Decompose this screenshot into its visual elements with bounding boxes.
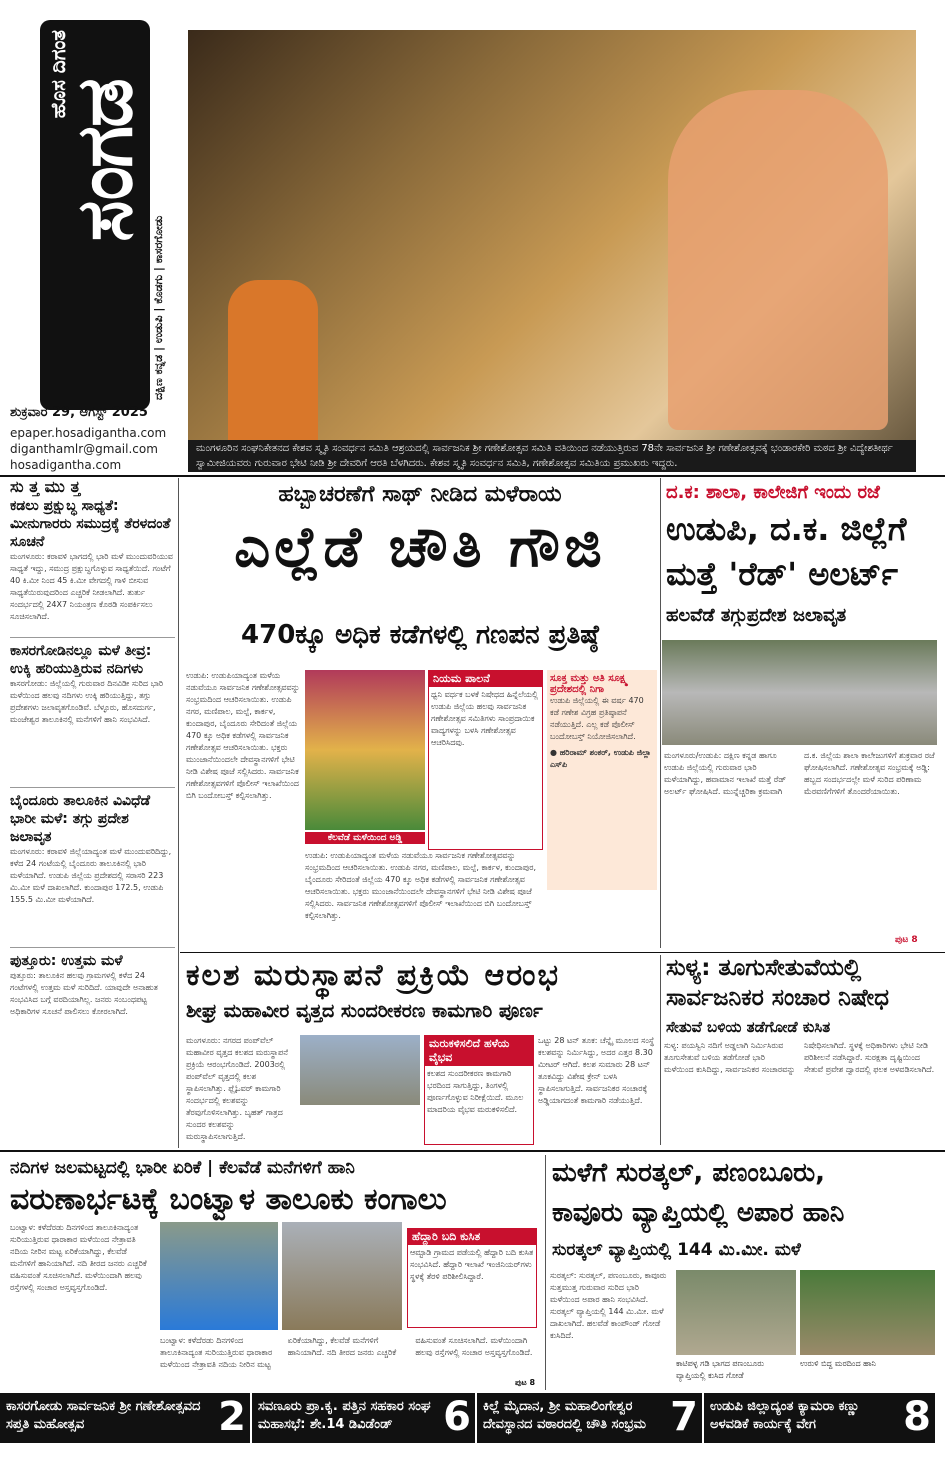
kalasha-headline: ಕಲಶ ಮರುಸ್ಥಾಪನೆ ಪ್ರಕ್ರಿಯೆ ಆರಂಭ xyxy=(186,958,560,993)
lead-kicker: ಹಬ್ಬಾಚರಣೆಗೆ ಸಾಥ್ ನೀಡಿದ ಮಳೆರಾಯ xyxy=(278,482,562,507)
police-box xyxy=(547,670,657,890)
kalasha-side: ಒಟ್ಟು 28 ಟನ್ ತೂಕ: ಚೆನ್ನೈ ಮೂಲದ ಸಂಸ್ಥೆ ಕಲಶವನ್ನು ನಿರ್ಮಿಸಿದ್ದು, ಅದರ ಎತ್ತರ 8.30 ಮೀಟರ್ ಆಗಿದೆ. ಕಲಶ ಸುಮಾರು 28 ಟನ್ ತೂಕವಿದ್ದು ವಿಶೇಷ ಕ್ರೇನ್ ಬಳಸಿ ಸ್ಥಾಪಿಸಲಾಗುತ್ತಿದೆ. ಸಾರ್ವಜನಿಕರ ಸಂಚಾರಕ್ಕೆ ಅಡ್ಡಿಯಾಗದಂತೆ ಕಾಮಗಾರಿ ನಡೆಯುತ್ತಿದೆ. xyxy=(538,1036,655,1105)
column-rule xyxy=(178,478,179,1148)
bantwal-body-continued: ಬಂಟ್ವಾಳ: ಕಳೆದೆರಡು ದಿನಗಳಿಂದ ತಾಲೂಕಿನಾದ್ಯಂತ ಸುರಿಯುತ್ತಿರುವ ಧಾರಾಕಾರ ಮಳೆಯಿಂದ ನೇತ್ರಾವತಿ ನದಿಯ ನೀರಿನ ಮಟ್ಟ ಏರಿಕೆಯಾಗಿದ್ದು, ಕೆಲವೆಡೆ ಮನೆಗಳಿಗೆ ಹಾನಿಯಾಗಿದೆ. ನದಿ ತೀರದ ಜನರು ಎಚ್ಚರಿಕೆ ವಹಿಸುವಂತೆ ಸೂಚಿಸಲಾಗಿದೆ. ಮಳೆಯಿಂದಾಗಿ ಹಲವು ರಸ್ತೆಗಳಲ್ಲಿ ಸಂಚಾರ ಅಸ್ತವ್ಯಸ್ತಗೊಂಡಿದೆ. xyxy=(160,1336,533,1369)
brief-item xyxy=(10,637,175,787)
brief-title: ಬೈಂದೂರು ತಾಲೂಕಿನ ವಿವಿಧೆಡೆ ಭಾರೀ ಮಳೆ: ತಗ್ಗು ಪ್ರದೇಶ ಜಲಾವೃತ xyxy=(10,793,151,845)
brief-body: ಪುತ್ತೂರು: ತಾಲೂಕಿನ ಹಲವು ಗ್ರಾಮಗಳಲ್ಲಿ ಕಳೆದ 24 ಗಂಟೆಗಳಲ್ಲಿ ಉತ್ತಮ ಮಳೆ ಸುರಿದಿದೆ. ಯಾವುದೇ ಅನಾಹುತ ಸಂಭವಿಸಿದ ಬಗ್ಗೆ ವರದಿಯಾಗಿಲ್ಲ. ಜನರು ಸಂಬಂಧಪಟ್ಟ ಅಧಿಕಾರಿಗಳ ಸೂಚನೆ ಪಾಲಿಸಲು ಕೋರಲಾಗಿದೆ. xyxy=(10,971,158,1016)
lead-body: ಉಡುಪಿ: ಉಡುಪಿಯಾದ್ಯಂತ ಮಳೆಯ ನಡುವೆಯೂ ಸಾರ್ವಜನಿಕ ಗಣೇಶೋತ್ಸವವನ್ನು ಸಂಭ್ರಮದಿಂದ ಆಚರಿಸಲಾಯಿತು. ಉಡುಪಿ ನಗರ, ಮಣಿಪಾಲ, ಮಲ್ಪೆ, ಕಾರ್ಕಳ, ಕುಂದಾಪುರ, ಬೈಂದೂರು ಸೇರಿದಂತೆ ಜಿಲ್ಲೆಯ 470 ಕ್ಕೂ ಅಧಿಕ ಕಡೆಗಳಲ್ಲಿ ಸಾರ್ವಜನಿಕ ಗಣೇಶೋತ್ಸವ ಆಚರಿಸಲಾಯಿತು. ಭಕ್ತರು ಮುಂಜಾನೆಯಿಂದಲೇ ದೇವಸ್ಥಾನಗಳಿಗೆ ಭೇಟಿ ನೀಡಿ ವಿಶೇಷ ಪೂಜೆ ಸಲ್ಲಿಸಿದರು. ಸಾರ್ವಜನಿಕ ಗಣೇಶೋತ್ಸವಗಳಿಗೆ ಪೊಲೀಸ್ ಇಲಾಖೆಯಿಂದ ಬಿಗಿ ಬಂದೋಬಸ್ತ್ ಕಲ್ಪಿಸಲಾಗಿತ್ತು. xyxy=(186,671,300,800)
footer-teaser[interactable] xyxy=(252,1393,475,1443)
brief-body: ಮಂಗಳೂರು: ಕರಾವಳಿ ಭಾಗದಲ್ಲಿ ಭಾರಿ ಮಳೆ ಮುಂದುವರಿಯುವ ಸಾಧ್ಯತೆ ಇದ್ದು, ಸಮುದ್ರ ಪ್ರಕ್ಷುಬ್ಧಗೊಳ್ಳುವ ಸಾಧ್ಯತೆಯಿದೆ. ಗಂಟೆಗೆ 40 ಕಿ.ಮೀ ನಿಂದ 45 ಕಿ.ಮೀ ವೇಗದಲ್ಲಿ ಗಾಳಿ ಬೀಸುವ ಸಾಧ್ಯತೆಯಿರುವುದರಿಂದ ಎಚ್ಚರಿಕೆ ನೀಡಲಾಗಿದೆ. ತುರ್ತು ಸಂದರ್ಭದಲ್ಲಿ 24X7 ನಿಯಂತ್ರಣ ಕೊಠಡಿ ಸಂಪರ್ಕಿಸಲು ಸೂಚಿಸಲಾಗಿದೆ. xyxy=(10,552,173,621)
alert-photo xyxy=(662,640,937,745)
rules-box-body: ಧ್ವನಿ ವರ್ಧಕ ಬಳಕೆ ನಿಷೇಧದ ಹಿನ್ನೆಲೆಯಲ್ಲಿ ಉಡುಪಿ ಜಿಲ್ಲೆಯ ಹಲವು ಸಾರ್ವಜನಿಕ ಗಣೇಶೋತ್ಸವ ಸಮಿತಿಗಳು ಸಾಂಪ್ರದಾಯಿಕ ವಾದ್ಯಗಳನ್ನು ಬಳಸಿ ಗಣೇಶೋತ್ಸವ ಆಚರಿಸಿದವು. xyxy=(431,690,539,747)
brief-body: ಕಾಸರಗೋಡು: ಜಿಲ್ಲೆಯಲ್ಲಿ ಗುರುವಾರ ದಿನವಿಡೀ ಸುರಿದ ಭಾರಿ ಮಳೆಯಿಂದ ಹಲವು ನದಿಗಳು ಉಕ್ಕಿ ಹರಿಯುತ್ತಿದ್ದು, ತಗ್ಗು ಪ್ರದೇಶಗಳು ಜಲಾವೃತಗೊಂಡಿವೆ. ಬೆಳ್ಳೂರು, ಹೊಸದುರ್ಗ, ಮಂಜೇಶ್ವರ ತಾಲೂಕಿನಲ್ಲಿ ಮನೆಗಳಿಗೆ ಹಾನಿ ಸಂಭವಿಸಿದೆ. xyxy=(10,679,164,724)
column-rule xyxy=(545,1155,546,1390)
teaser-page: 6 xyxy=(443,1394,471,1440)
sullia-body: ಸುಳ್ಯ: ಪಯಸ್ವಿನಿ ನದಿಗೆ ಅಡ್ಡಲಾಗಿ ನಿರ್ಮಿಸಿರುವ ತೂಗುಸೇತುವೆ ಬಳಿಯ ತಡೆಗೋಡೆ ಭಾರಿ ಮಳೆಯಿಂದ ಕುಸಿದಿದ್ದು, ಸಾರ್ವಜನಿಕರ ಸಂಚಾರವನ್ನು ನಿಷೇಧಿಸಲಾಗಿದೆ. ಸ್ಥಳಕ್ಕೆ ಅಧಿಕಾರಿಗಳು ಭೇಟಿ ನೀಡಿ ಪರಿಶೀಲನೆ ನಡೆಸಿದ್ದಾರೆ. ಸುರಕ್ಷತಾ ದೃಷ್ಟಿಯಿಂದ ಸೇತುವೆ ಪ್ರವೇಶ ದ್ವಾರದಲ್ಲಿ ಫಲಕ ಅಳವಡಿಸಲಾಗಿದೆ. xyxy=(664,1041,935,1074)
left-column xyxy=(10,477,175,1057)
column-rule xyxy=(660,955,661,1145)
footer-teaser[interactable] xyxy=(477,1393,702,1443)
brief-item xyxy=(10,497,175,637)
sullia-headline-2: ಸಾರ್ವಜನಿಕರ ಸಂಚಾರ ನಿಷೇಧ xyxy=(666,985,890,1011)
surathkal-caption-1: ಕಾಟಿಪಳ್ಳ ಗಡಿ ಭಾಗದ ಪಣಂಬೂರು ವ್ಯಾಪ್ತಿಯಲ್ಲಿ ಕುಸಿದ ಗೋಡೆ xyxy=(676,1359,765,1380)
footer-teaser[interactable] xyxy=(704,1393,935,1443)
masthead-tagline: ದಕ್ಷಿಣ ಕನ್ನಡ | ಉಡುಪಿ | ಕೊಡಗು | ಕಾಸರಗೋಡು xyxy=(152,215,165,400)
contact-links xyxy=(10,425,166,473)
teaser-text: ಉಡುಪಿ ಜಿಲ್ಲಾದ್ಯಂತ ಕ್ಯಾಮರಾ ಕಣ್ಣು ಅಳವಡಿಕೆ ಕಾರ್ಯಕ್ಕೆ ವೇಗ xyxy=(710,1399,860,1432)
surathkal-caption-2: ಉರುಳಿ ಬಿದ್ದ ಮರದಿಂದ ಹಾನಿ xyxy=(800,1359,876,1368)
police-box-sign: ● ಹರಿರಾಮ್ ಶಂಕರ್, ಉಡುಪಿ ಜಿಲ್ಲಾ ಎಸ್‌ಪಿ xyxy=(550,748,652,769)
photo-idol xyxy=(668,90,888,430)
lead-subhead: 470ಕ್ಕೂ ಅಧಿಕ ಕಡೆಗಳಲ್ಲಿ ಗಣಪನ ಪ್ರತಿಷ್ಠೆ xyxy=(241,620,599,650)
teaser-text: ಸವಣೂರು ಪ್ರಾ.ಕೃ. ಪತ್ತಿನ ಸಹಕಾರ ಸಂಘ ಮಹಾಸಭೆ: ಶೇ.14 ಡಿವಿಡೆಂಡ್ xyxy=(258,1399,431,1432)
divider xyxy=(0,475,945,477)
photo-figure xyxy=(228,280,318,440)
lead-photo-caption: ಮಂಗಳೂರಿನ ಸಂಘನಿಕೇತನದ ಕೇಶವ ಸ್ಮೃತಿ ಸಂವರ್ಧನ ಸಮಿತಿ ಆಶ್ರಯದಲ್ಲಿ ಸಾರ್ವಜನಿಕ ಶ್ರೀ ಗಣೇಶೋತ್ಸವ ಸಮಿತಿ ವತಿಯಿಂದ ನಡೆಯುತ್ತಿರುವ 78ನೇ ಸಾರ್ವಜನಿಕ ಶ್ರೀ ಗಣೇಶೋತ್ಸವಕ್ಕೆ ಭಂಡಾರಕೇರಿ ಮಠದ ಶ್ರೀ ವಿದ್ಯೇಶತೀರ್ಥ ಸ್ವಾಮೀಜಿಯವರು ಗುರುವಾರ ಭೇಟಿ ನೀಡಿ ಶ್ರೀ ದೇವರಿಗೆ ಆರತಿ ಬೆಳಗಿದರು. ಕೇಶವ ಸ್ಮೃತಿ ಸಂವರ್ಧನ ಸಮಿತಿ, ಗಣೇಶೋತ್ಸವ ಸಮಿತಿಯ ಪ್ರಮುಖರು ಇದ್ದರು. xyxy=(188,440,916,472)
surathkal-photo-1 xyxy=(676,1270,796,1355)
brief-item xyxy=(10,787,175,947)
brief-body: ಮಂಗಳೂರು: ಕರಾವಳಿ ಜಿಲ್ಲೆಯಾದ್ಯಂತ ಮಳೆ ಮುಂದುವರಿದಿದ್ದು, ಕಳೆದ 24 ಗಂಟೆಯಲ್ಲಿ ಬೈಂದೂರು ತಾಲೂಕಿನಲ್ಲಿ ಭಾರಿ ಮಳೆಯಾಗಿದೆ. ಉಡುಪಿ ಜಿಲ್ಲೆಯ ಪ್ರದೇಶದಲ್ಲಿ ಸರಾಸರಿ 223 ಮಿ.ಮೀ ಮಳೆ ದಾಖಲಾಗಿದೆ. ಕುಂದಾಪುರ 172.5, ಉಡುಪಿ 155.5 ಮಿ.ಮೀ ಮಳೆಯಾಗಿದೆ. xyxy=(10,847,172,904)
alert-more[interactable]: ಪುಟ 8 xyxy=(895,935,918,945)
epaper-link[interactable]: epaper.hosadigantha.com xyxy=(10,426,167,440)
lead-headline: ಎಲ್ಲೆಡೆ ಚೌತಿ ಗೌಜಿ xyxy=(234,515,606,580)
highway-box xyxy=(407,1228,537,1328)
sullia-subhead: ಸೇತುವೆ ಬಳಿಯ ತಡೆಗೋಡೆ ಕುಸಿತ xyxy=(666,1018,831,1036)
kalasha-box xyxy=(424,1035,534,1145)
lead-ganesha-photo xyxy=(305,670,425,830)
bantwal-headline: ವರುಣಾರ್ಭಟಕ್ಕೆ ಬಂಟ್ವಾಳ ತಾಲೂಕು ಕಂಗಾಲು xyxy=(10,1182,447,1217)
email-link[interactable]: diganthamlr@gmail.com xyxy=(10,442,158,456)
column-rule xyxy=(660,478,661,948)
website-link[interactable]: hosadigantha.com xyxy=(10,458,122,472)
section-label: ಸು ತ್ತ ಮು ತ್ತ xyxy=(10,477,81,496)
surathkal-photo-2 xyxy=(800,1270,935,1355)
police-box-title: ಸೂಕ್ತ ಮತ್ತು ಅತಿ ಸೂಕ್ಷ್ಮ ಪ್ರದೇಶದಲ್ಲಿ ನಿಗಾ xyxy=(550,673,628,695)
lead-photo xyxy=(188,30,916,440)
brief-title: ಕಾಸರಗೋಡಿನಲ್ಲೂ ಮಳೆ ತೀವ್ರ: ಉಕ್ಕಿ ಹರಿಯುತ್ತಿರುವ ನದಿಗಳು xyxy=(10,643,152,677)
rules-box xyxy=(428,670,543,850)
bantwal-photo-2 xyxy=(282,1222,402,1330)
alert-headline-2: ಮತ್ತೆ 'ರೆಡ್' ಅಲರ್ಟ್ xyxy=(666,555,898,593)
alert-subhead: ಹಲವೆಡೆ ತಗ್ಗುಪ್ರದೇಶ ಜಲಾವೃತ xyxy=(666,605,847,626)
alert-body: ಮಂಗಳೂರು/ಉಡುಪಿ: ದಕ್ಷಿಣ ಕನ್ನಡ ಹಾಗೂ ಉಡುಪಿ ಜಿಲ್ಲೆಯಲ್ಲಿ ಗುರುವಾರ ಭಾರಿ ಮಳೆಯಾಗಿದ್ದು, ಹವಾಮಾನ ಇಲಾಖೆ ಮತ್ತೆ ರೆಡ್ ಅಲರ್ಟ್ ಘೋಷಿಸಿದೆ. ಮುನ್ನೆಚ್ಚರಿಕಾ ಕ್ರಮವಾಗಿ ದ.ಕ. ಜಿಲ್ಲೆಯ ಶಾಲಾ ಕಾಲೇಜುಗಳಿಗೆ ಶುಕ್ರವಾರ ರಜೆ ಘೋಷಿಸಲಾಗಿದೆ. ಗಣೇಶೋತ್ಸವ ಸಂಭ್ರಮಕ್ಕೆ ಅಡ್ಡಿ: ಹಬ್ಬದ ಸಂದರ್ಭದಲ್ಲೇ ಮಳೆ ಸುರಿದ ಪರಿಣಾಮ ಮೆರವಣಿಗೆಗಳಿಗೆ ತೊಂದರೆಯಾಯಿತು. xyxy=(664,751,935,796)
masthead-logo xyxy=(40,20,150,410)
teaser-page: 2 xyxy=(218,1394,246,1440)
sullia-headline-1: ಸುಳ್ಯ: ತೂಗುಸೇತುವೆಯಲ್ಲಿ xyxy=(666,955,862,981)
divider xyxy=(180,952,945,953)
lead-photo-label: ಕೆಲವೆಡೆ ಮಳೆಯಿಂದ ಅಡ್ಡಿ xyxy=(305,832,425,844)
kalasha-subhead: ಶೀಘ್ರ ಮಹಾವೀರ ವೃತ್ತದ ಸುಂದರೀಕರಣ ಕಾಮಗಾರಿ ಪೂರ್ಣ xyxy=(186,1000,543,1022)
surathkal-headline-2: ಕಾವೂರು ವ್ಯಾಪ್ತಿಯಲ್ಲಿ ಅಪಾರ ಹಾನಿ xyxy=(552,1198,845,1228)
kalasha-box-body: ಕಲಶದ ಸುಂದರೀಕರಣ ಕಾಮಗಾರಿ ಭರದಿಂದ ಸಾಗುತ್ತಿದ್ದು, ತಿಂಗಳಲ್ಲಿ ಪೂರ್ಣಗೊಳ್ಳುವ ನಿರೀಕ್ಷೆಯಿದೆ. ಮೂಲ ಮಾದರಿಯ ವೈಭವ ಮರುಕಳಿಸಲಿದೆ. xyxy=(427,1069,524,1114)
issue-date: ಶುಕ್ರವಾರ 29, ಆಗಸ್ಟ್ 2025 xyxy=(10,405,148,420)
highway-box-body: ಆಮ್ಟಾಡಿ ಗ್ರಾಮದ ಪಡೆಯಲ್ಲಿ ಹೆದ್ದಾರಿ ಬದಿ ಕುಸಿತ ಸಂಭವಿಸಿದೆ. ಹೆದ್ದಾರಿ ಇಲಾಖೆ ಇಂಜಿನಿಯರ್‌ಗಳು ಸ್ಥಳಕ್ಕೆ ತೆರಳಿ ಪರಿಶೀಲಿಸಿದ್ದಾರೆ. xyxy=(410,1248,534,1281)
bantwal-photo-1 xyxy=(160,1222,278,1330)
kalasha-photo xyxy=(300,1035,420,1105)
brief-item xyxy=(10,947,175,1057)
teaser-text: ಕಿಲ್ಲೆ ಮೈದಾನ, ಶ್ರೀ ಮಹಾಲಿಂಗೇಶ್ವರ ದೇವಸ್ಥಾನದ ವಠಾರದಲ್ಲಿ ಚೌತಿ ಸಂಭ್ರಮ xyxy=(483,1399,647,1432)
surathkal-subhead: ಸುರತ್ಕಲ್ ವ್ಯಾಪ್ತಿಯಲ್ಲಿ 144 ಮಿ.ಮೀ. ಮಳೆ xyxy=(552,1240,801,1260)
bantwal-more[interactable]: ಪುಟ 8 xyxy=(515,1378,536,1387)
masthead-prefix: ಹೊಸ ದಿಗಂತ xyxy=(46,30,70,119)
surathkal-body: ಸುರತ್ಕಲ್: ಸುರತ್ಕಲ್, ಪಣಂಬೂರು, ಕಾವೂರು ಸುತ್ತಮುತ್ತ ಗುರುವಾರ ಸುರಿದ ಭಾರಿ ಮಳೆಯಿಂದ ಅಪಾರ ಹಾನಿ ಸಂಭವಿಸಿದೆ. ಸುರತ್ಕಲ್ ವ್ಯಾಪ್ತಿಯಲ್ಲಿ 144 ಮಿ.ಮೀ. ಮಳೆ ದಾಖಲಾಗಿದೆ. ಹಲವೆಡೆ ಕಾಂಪೌಂಡ್ ಗೋಡೆ ಕುಸಿದಿದೆ. xyxy=(550,1271,667,1340)
surathkal-headline-1: ಮಳೆಗೆ ಸುರತ್ಕಲ್, ಪಣಂಬೂರು, xyxy=(552,1158,826,1188)
bantwal-kicker: ನದಿಗಳ ಜಲಮಟ್ಟದಲ್ಲಿ ಭಾರೀ ಏರಿಕೆ | ಕೆಲವೆಡೆ ಮನೆಗಳಿಗೆ ಹಾನಿ xyxy=(10,1158,355,1178)
brief-title: ಪುತ್ತೂರು: ಉತ್ತಮ ಮಳೆ xyxy=(10,953,123,969)
kalasha-box-title: ಮರುಕಳಿಸಲಿದೆ ಹಳೆಯ ವೈಭವ xyxy=(425,1036,533,1066)
kalasha-body: ಮಂಗಳೂರು: ನಗರದ ಪಂಪ್‌ವೆಲ್ ಮಹಾವೀರ ವೃತ್ತದ ಕಲಶದ ಮರುಸ್ಥಾಪನೆ ಪ್ರಕ್ರಿಯೆ ಆರಂಭಗೊಂಡಿದೆ. 2003ರಲ್ಲಿ ಪಂಪ್‌ವೆಲ್ ವೃತ್ತದಲ್ಲಿ ಕಲಶ ಸ್ಥಾಪಿಸಲಾಗಿತ್ತು. ಫ್ಲೈಓವರ್ ಕಾಮಗಾರಿ ಸಂದರ್ಭದಲ್ಲಿ ಕಲಶವನ್ನು ತೆರವುಗೊಳಿಸಲಾಗಿತ್ತು. ಬೃಹತ್ ಗಾತ್ರದ ಸುಂದರ ಕಲಶವನ್ನು ಮರುಸ್ಥಾಪಿಸಲಾಗುತ್ತಿದೆ. xyxy=(186,1036,288,1141)
teaser-text: ಕಾಸರಗೋಡು ಸಾರ್ವಜನಿಕ ಶ್ರೀ ಗಣೇಶೋತ್ಸವದ ಸಪ್ತತಿ ಮಹೋತ್ಸವ xyxy=(6,1399,201,1432)
lead-body-continued: ಉಡುಪಿ: ಉಡುಪಿಯಾದ್ಯಂತ ಮಳೆಯ ನಡುವೆಯೂ ಸಾರ್ವಜನಿಕ ಗಣೇಶೋತ್ಸವವನ್ನು ಸಂಭ್ರಮದಿಂದ ಆಚರಿಸಲಾಯಿತು. ಉಡುಪಿ ನಗರ, ಮಣಿಪಾಲ, ಮಲ್ಪೆ, ಕಾರ್ಕಳ, ಕುಂದಾಪುರ, ಬೈಂದೂರು ಸೇರಿದಂತೆ ಜಿಲ್ಲೆಯ 470 ಕ್ಕೂ ಅಧಿಕ ಕಡೆಗಳಲ್ಲಿ ಸಾರ್ವಜನಿಕ ಗಣೇಶೋತ್ಸವ ಆಚರಿಸಲಾಯಿತು. ಭಕ್ತರು ಮುಂಜಾನೆಯಿಂದಲೇ ದೇವಸ್ಥಾನಗಳಿಗೆ ಭೇಟಿ ನೀಡಿ ವಿಶೇಷ ಪೂಜೆ ಸಲ್ಲಿಸಿದರು. ಸಾರ್ವಜನಿಕ ಗಣೇಶೋತ್ಸವಗಳಿಗೆ ಪೊಲೀಸ್ ಇಲಾಖೆಯಿಂದ ಬಿಗಿ ಬಂದೋಬಸ್ತ್ ಕಲ್ಪಿಸಲಾಗಿತ್ತು. xyxy=(305,851,537,920)
alert-headline-1: ಉಡುಪಿ, ದ.ಕ. ಜಿಲ್ಲೆಗೆ xyxy=(666,510,907,548)
teaser-page: 7 xyxy=(670,1394,698,1440)
bantwal-body: ಬಂಟ್ವಾಳ: ಕಳೆದೆರಡು ದಿನಗಳಿಂದ ತಾಲೂಕಿನಾದ್ಯಂತ ಸುರಿಯುತ್ತಿರುವ ಧಾರಾಕಾರ ಮಳೆಯಿಂದ ನೇತ್ರಾವತಿ ನದಿಯ ನೀರಿನ ಮಟ್ಟ ಏರಿಕೆಯಾಗಿದ್ದು, ಕೆಲವೆಡೆ ಮನೆಗಳಿಗೆ ಹಾನಿಯಾಗಿದೆ. ನದಿ ತೀರದ ಜನರು ಎಚ್ಚರಿಕೆ ವಹಿಸುವಂತೆ ಸೂಚಿಸಲಾಗಿದೆ. ಮಳೆಯಿಂದಾಗಿ ಹಲವು ರಸ್ತೆಗಳಲ್ಲಿ ಸಂಚಾರ ಅಸ್ತವ್ಯಸ್ತಗೊಂಡಿದೆ. xyxy=(10,1223,147,1292)
brief-title: ಕಡಲು ಪ್ರಕ್ಷುಬ್ಧ ಸಾಧ್ಯತೆ: ಮೀನುಗಾರರು ಸಮುದ್ರಕ್ಕೆ ತೆರಳದಂತೆ ಸೂಚನೆ xyxy=(10,498,171,550)
masthead-title: ಸಂಗಡ xyxy=(60,80,150,242)
alert-kicker: ದ.ಕ: ಶಾಲಾ, ಕಾಲೇಜಿಗೆ ಇಂದು ರಜೆ xyxy=(666,482,880,503)
teaser-page: 8 xyxy=(903,1394,931,1440)
highway-box-title: ಹೆದ್ದಾರಿ ಬದಿ ಕುಸಿತ xyxy=(408,1229,536,1245)
rules-box-title: ನಿಯಮ ಪಾಲನೆ xyxy=(429,671,542,687)
police-box-body: ಉಡುಪಿ ಜಿಲ್ಲೆಯಲ್ಲಿ ಈ ವರ್ಷ 470 ಕಡೆ ಗಣೇಶ ವಿಗ್ರಹ ಪ್ರತಿಷ್ಠಾಪನೆ ನಡೆಯುತ್ತಿದೆ. ಎಲ್ಲ ಕಡೆ ಪೊಲೀಸ್ ಬಂದೋಬಸ್ತ್ ನಿಯೋಜಿಸಲಾಗಿದೆ. xyxy=(550,696,644,741)
footer-teaser[interactable] xyxy=(0,1393,250,1443)
divider xyxy=(0,1150,945,1152)
